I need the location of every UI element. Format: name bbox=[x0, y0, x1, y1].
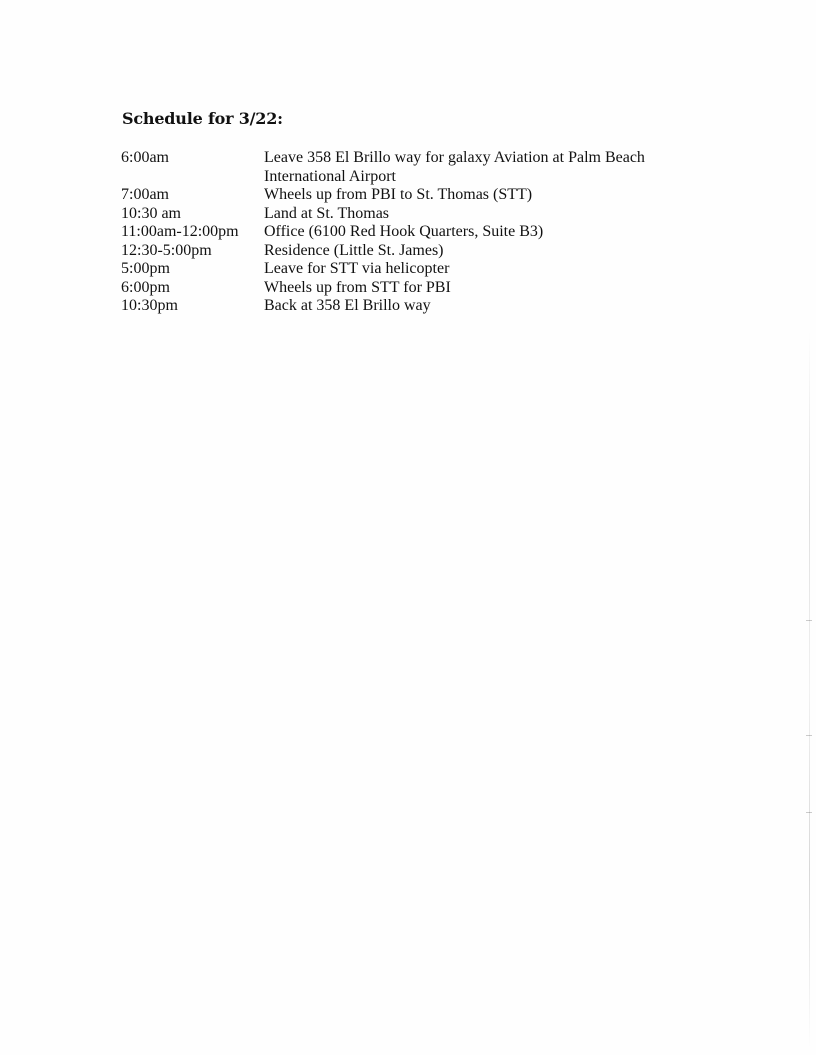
schedule-row bbox=[121, 260, 681, 279]
schedule-time: 7:00am bbox=[121, 186, 169, 203]
scan-edge-tick bbox=[806, 735, 812, 736]
schedule-description: Land at St. Thomas bbox=[264, 204, 390, 222]
schedule-description: Leave 358 El Brillo way for galaxy Aviation at Palm Beach International Airport bbox=[264, 149, 645, 185]
schedule-time: 11:00am-12:00pm bbox=[121, 223, 239, 240]
schedule-row bbox=[121, 223, 681, 242]
scan-edge-tick bbox=[806, 620, 812, 621]
schedule-row bbox=[121, 279, 681, 298]
schedule-time: 12:30-5:00pm bbox=[121, 241, 212, 259]
schedule-row bbox=[121, 205, 681, 224]
schedule-time: 10:30 am bbox=[121, 204, 181, 222]
schedule-time: 5:00pm bbox=[121, 260, 170, 277]
schedule-list bbox=[121, 149, 681, 316]
schedule-time: 6:00pm bbox=[121, 278, 170, 296]
schedule-row bbox=[121, 242, 681, 261]
schedule-row bbox=[121, 149, 681, 186]
schedule-time: 6:00am bbox=[121, 149, 169, 166]
schedule-description: Leave for STT via helicopter bbox=[264, 260, 450, 277]
schedule-row bbox=[121, 186, 681, 205]
schedule-heading: Schedule for 3/22: bbox=[122, 109, 283, 128]
scan-edge-tick bbox=[806, 812, 812, 813]
schedule-description: Residence (Little St. James) bbox=[264, 241, 444, 259]
scan-edge-line bbox=[809, 330, 810, 1050]
schedule-row bbox=[121, 297, 681, 316]
schedule-description: Wheels up from STT for PBI bbox=[264, 278, 451, 296]
schedule-time: 10:30pm bbox=[121, 297, 178, 314]
schedule-description: Back at 358 El Brillo way bbox=[264, 297, 431, 314]
schedule-description: Wheels up from PBI to St. Thomas (STT) bbox=[264, 186, 533, 203]
schedule-description: Office (6100 Red Hook Quarters, Suite B3) bbox=[264, 223, 544, 240]
